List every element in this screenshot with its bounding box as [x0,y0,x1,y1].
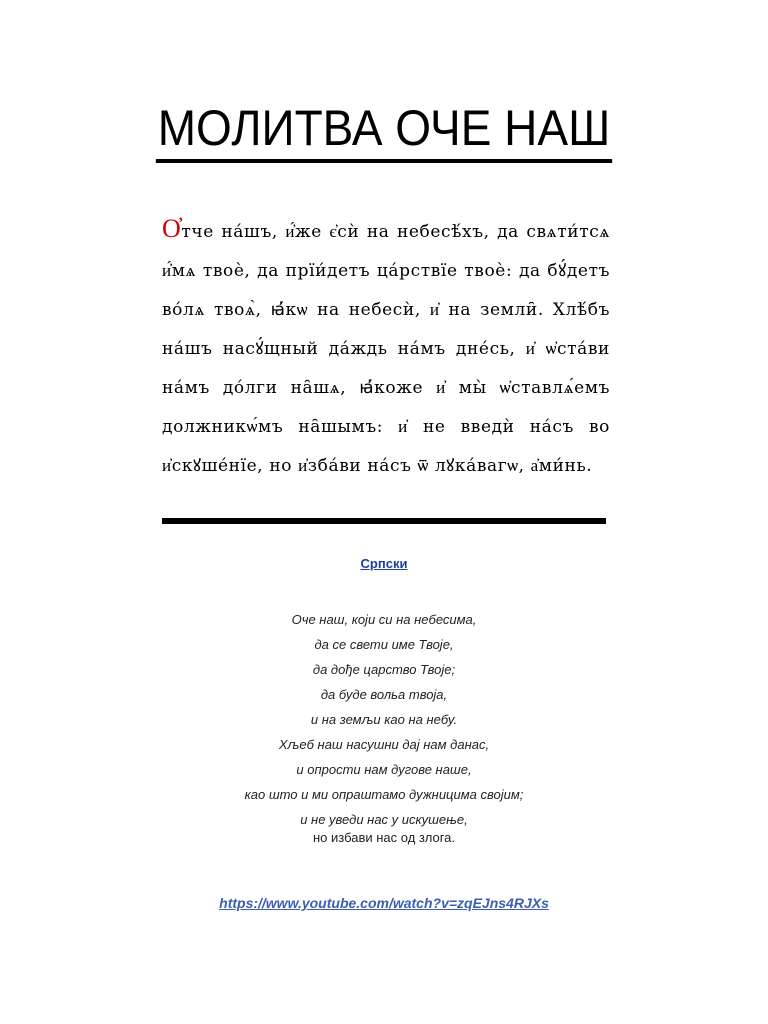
prayer-line: и на земљи као на небу. [310,712,458,727]
slavonic-line: и҆́мѧ твоѐ, да прїи́детъ ца́рствїе твоѐ: да бꙋ́детъ [162,261,610,281]
page-title-text: МОЛИТВА ОЧЕ НАШ [156,97,612,163]
church-slavonic-text [162,210,610,486]
serbian-language-link[interactable]: Српски [360,556,408,571]
slavonic-line: должникѡ́мъ на̑шымъ: и҆ не введѝ на́съ во [162,417,610,437]
horizontal-divider [162,518,606,524]
slavonic-line: и҆скꙋше́нїе, но и҆зба́ви на́съ ѿ лꙋка́вагѡ, а҆ми́нь. [162,456,593,476]
prayer-line: као што и ми опраштамо дужницима својим; [244,787,524,802]
red-initial-letter: О҆ [162,214,182,244]
slavonic-line: во́лѧ твоѧ̀, ꙗ҆́кѡ на небесѝ, и҆ на земли̑. Хлѣ́бъ [162,300,610,320]
prayer-line: и опрости нам дугове наше, [296,762,472,777]
slavonic-line: на́шъ насꙋ́щный да́ждь на́мъ дне́сь, и҆ ѡ҆ста́ви [162,339,610,359]
prayer-line: и не уведи нас у искушење, [300,812,468,827]
prayer-line: Оче наш, који си на небесима, [291,612,477,627]
page-title [31,96,738,163]
serbian-prayer-text [0,609,768,852]
slavonic-line: О҆тче на́шъ, и҆́же є҆сѝ на небесѣ́хъ, да свѧти́тсѧ [162,214,610,244]
prayer-line: да се свети име Твоје, [314,637,454,652]
prayer-line: да буде вольа твоја, [320,687,448,702]
youtube-video-link[interactable]: https://www.youtube.com/watch?v=zqEJns4RJXs [219,895,549,911]
prayer-line: да дође царство Твоје; [312,662,456,677]
slavonic-line: на́мъ до́лги на̑шѧ, ꙗ҆́коже и҆ мы̀ ѡ҆ставлѧ́емъ [162,378,610,398]
prayer-line: Хљеб наш насушни дај нам данас, [278,737,490,752]
prayer-line: но избави нас од злога. [313,830,455,845]
